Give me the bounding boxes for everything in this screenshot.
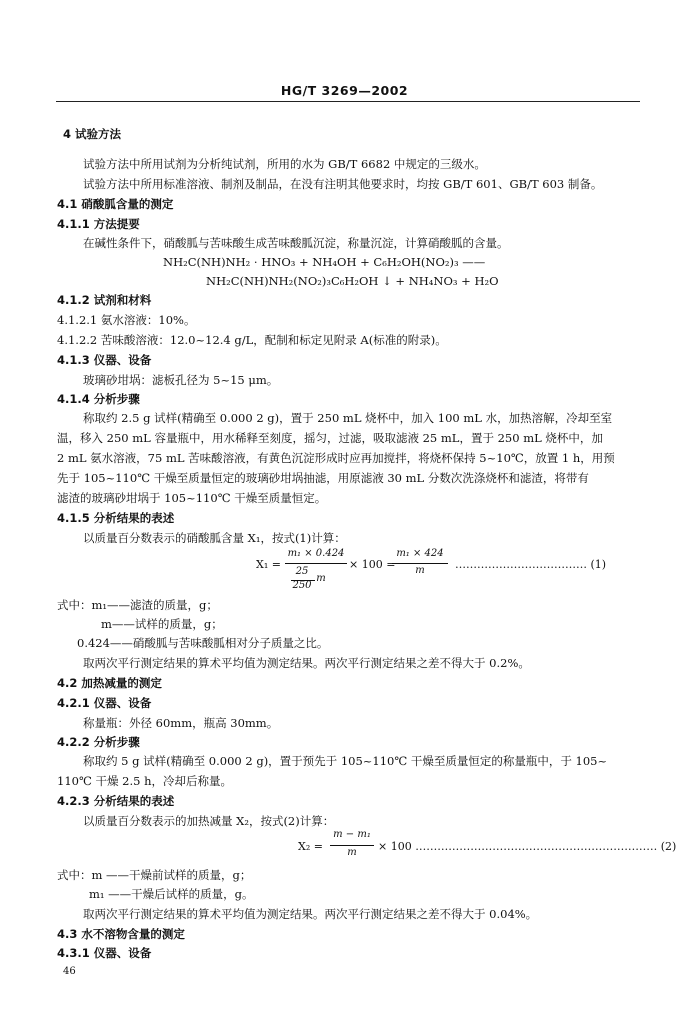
- formula-1-label: ……………………………… (1): [455, 558, 607, 571]
- formula-2-denominator: m: [347, 847, 357, 858]
- section-4-heading: 4 试验方法: [63, 127, 122, 141]
- formula-1-denominator-2: m: [415, 565, 425, 576]
- paragraph: 滤渣的玻璃砂坩埚于 105~110℃ 干燥至质量恒定。: [57, 491, 327, 505]
- section-4-1-1-heading: 4.1.1 方法提要: [57, 217, 140, 231]
- paragraph: 温，移入 250 mL 容量瓶中，用水稀释至刻度，摇匀，过滤，吸取滤液 25 mL，置于 250 mL 烧杯中，加: [57, 431, 603, 445]
- paragraph: 先于 105~110℃ 干燥至质量恒定的玻璃砂坩埚抽滤，用原滤液 30 mL 分数次洗涤烧杯和滤渣，将带有: [57, 471, 589, 485]
- paragraph: 试验方法中所用标准溶液、制剂及制品，在没有注明其他要求时，均按 GB/T 601、GB/T 603 制备。: [83, 177, 603, 191]
- formula-1-times: × 100 =: [349, 558, 396, 571]
- reaction-equation-line-1: NH₂C(NH)NH₂ · HNO₃ + NH₄OH + C₆H₂OH(NO₂)₃ ——: [163, 255, 486, 269]
- where-line: 式中：m₁——滤渣的质量，g；: [57, 598, 218, 612]
- formula-1-numerator: m₁ × 0.424: [287, 548, 345, 559]
- section-4-3-1-heading: 4.3.1 仪器、设备: [57, 946, 152, 960]
- header-rule: [56, 101, 640, 102]
- paragraph: 2 mL 氨水溶液，75 mL 苦味酸溶液，有黄色沉淀形成时应再加搅拌，将烧杯保持 5~10℃，放置 1 h，用预: [57, 451, 615, 465]
- formula-1-numerator-2: m₁ × 424: [396, 548, 444, 559]
- paragraph: 取两次平行测定结果的算术平均值为测定结果。两次平行测定结果之差不得大于 0.04%。: [83, 907, 538, 921]
- formula-2-lhs: X₂ =: [298, 840, 323, 853]
- section-4-1-heading: 4.1 硝酸胍含量的测定: [57, 197, 174, 211]
- formula-2-numerator: m − m₁: [333, 829, 371, 840]
- formula-1-inner-numerator: 25: [295, 566, 309, 577]
- paragraph: 在碱性条件下，硝酸胍与苦味酸生成苦味酸胍沉淀，称量沉淀，计算硝酸胍的含量。: [83, 236, 509, 250]
- formula-1-inner-denominator: 250: [292, 580, 312, 591]
- paragraph: 110℃ 干燥 2.5 h，冷却后称量。: [57, 774, 232, 788]
- paragraph: 以质量百分数表示的加热减量 X₂，按式(2)计算：: [83, 814, 335, 828]
- section-4-2-2-heading: 4.2.2 分析步骤: [57, 735, 140, 749]
- where-line: m₁ ——干燥后试样的质量，g。: [89, 887, 254, 901]
- section-4-2-3-heading: 4.2.3 分析结果的表述: [57, 794, 175, 808]
- section-4-3-heading: 4.3 水不溶物含量的测定: [57, 927, 185, 941]
- section-4-1-4-heading: 4.1.4 分析步骤: [57, 392, 140, 406]
- where-line: m——试样的质量，g；: [101, 617, 223, 631]
- where-line: 式中：m ——干燥前试样的质量，g；: [57, 868, 252, 882]
- page-number: 46: [63, 966, 76, 977]
- where-line: 0.424——硝酸胍与苦味酸胍相对分子质量之比。: [77, 636, 329, 650]
- paragraph: 以质量百分数表示的硝酸胍含量 X₁，按式(1)计算：: [83, 531, 346, 545]
- formula-1-fraction-bar: [285, 563, 347, 564]
- clause-4-1-2-1: 4.1.2.1 氨水溶液：10%。: [57, 313, 196, 327]
- formula-1-denominator-m: m: [316, 573, 326, 584]
- formula-1-lhs: X₁ =: [256, 558, 281, 571]
- paragraph: 玻璃砂坩埚：滤板孔径为 5~15 μm。: [83, 373, 279, 387]
- page-header: HG/T 3269—2002: [280, 83, 409, 98]
- formula-1-fraction-bar-2: [392, 563, 448, 564]
- section-4-1-5-heading: 4.1.5 分析结果的表述: [57, 511, 175, 525]
- paragraph: 试验方法中所用试剂为分析纯试剂，所用的水为 GB/T 6682 中规定的三级水。: [83, 157, 486, 171]
- reaction-equation-line-2: NH₂C(NH)NH₂(NO₂)₃C₆H₂OH ↓ + NH₄NO₃ + H₂O: [206, 274, 499, 288]
- paragraph: 取两次平行测定结果的算术平均值为测定结果。两次平行测定结果之差不得大于 0.2%。: [83, 656, 530, 670]
- clause-4-1-2-2: 4.1.2.2 苦味酸溶液：12.0~12.4 g/L，配制和标定见附录 A(标准的附录)。: [57, 333, 447, 347]
- formula-2-tail: × 100 ………………………………………………………… (2): [378, 840, 677, 853]
- section-4-2-heading: 4.2 加热减量的测定: [57, 676, 162, 690]
- section-4-1-2-heading: 4.1.2 试剂和材料: [57, 293, 152, 307]
- paragraph: 称取约 2.5 g 试样(精确至 0.000 2 g)，置于 250 mL 烧杯中，加入 100 mL 水，加热溶解，冷却至室: [83, 411, 613, 425]
- paragraph: 称量瓶：外径 60mm，瓶高 30mm。: [83, 716, 279, 730]
- section-4-2-1-heading: 4.2.1 仪器、设备: [57, 696, 152, 710]
- paragraph: 称取约 5 g 试样(精确至 0.000 2 g)，置于预先于 105~110℃ 干燥至质量恒定的称量瓶中，于 105~: [83, 754, 608, 768]
- section-4-1-3-heading: 4.1.3 仪器、设备: [57, 353, 152, 367]
- formula-2-fraction-bar: [330, 845, 374, 846]
